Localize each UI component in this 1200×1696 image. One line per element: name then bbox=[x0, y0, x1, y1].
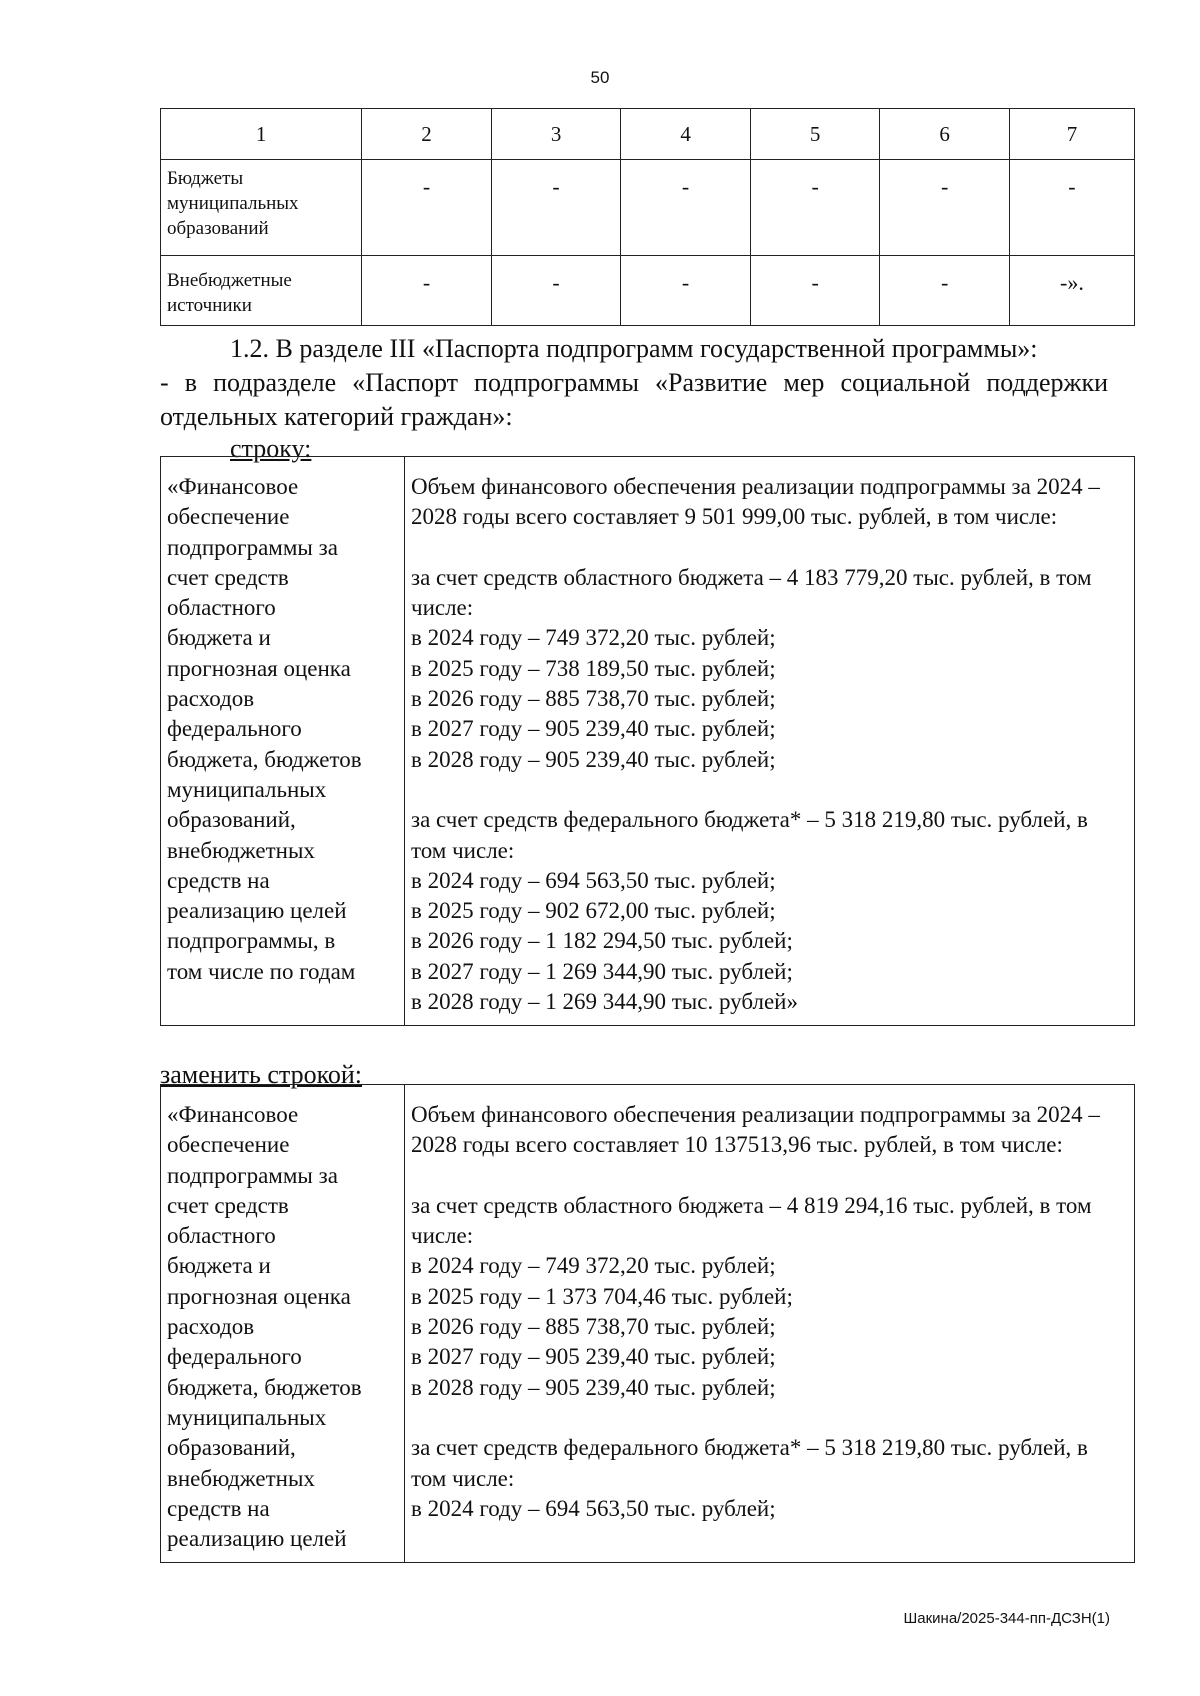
old-passport-table bbox=[160, 456, 1135, 1026]
funding-intro: Объем финансового обеспечения реализации подпрограммы за 2024 – 2028 годы всего составляет 10 137513,96 тыс. рублей, в том числе: bbox=[411, 1102, 1100, 1158]
left-line: бюджета и bbox=[167, 1253, 271, 1279]
left-line: муниципальных bbox=[167, 1404, 327, 1430]
old-left-cell bbox=[161, 457, 405, 1026]
table-cell: - bbox=[880, 256, 1010, 326]
header-cell: 1 bbox=[161, 109, 362, 160]
left-line: внебюджетных bbox=[167, 1465, 315, 1491]
table-cell: -». bbox=[1009, 256, 1134, 326]
left-line: расходов bbox=[167, 1314, 255, 1340]
left-line: бюджета, бюджетов bbox=[167, 746, 362, 772]
left-line: подпрограммы, в bbox=[167, 928, 336, 954]
row-label: Бюджеты муниципальных образований bbox=[161, 160, 362, 256]
year-line: в 2025 году – 902 672,00 тыс. рублей; bbox=[411, 898, 776, 924]
table-cell: - bbox=[750, 256, 880, 326]
table-cell: - bbox=[362, 256, 492, 326]
page-number: 50 bbox=[590, 68, 610, 87]
left-line: счет средств bbox=[167, 1192, 289, 1218]
header-cell: 3 bbox=[491, 109, 621, 160]
year-line: в 2026 году – 885 738,70 тыс. рублей; bbox=[411, 686, 776, 712]
year-line: в 2024 году – 694 563,50 тыс. рублей; bbox=[411, 1495, 776, 1521]
year-line: в 2027 году – 905 239,40 тыс. рублей; bbox=[411, 716, 776, 742]
new-passport-table bbox=[160, 1084, 1135, 1563]
new-right-cell bbox=[405, 1085, 1135, 1563]
table-cell: - bbox=[491, 160, 621, 256]
left-line: прогнозная оценка bbox=[167, 1283, 351, 1309]
table-cell: - bbox=[491, 256, 621, 326]
footer-code: Шакина/2025-344-пп-ДСЗН(1) bbox=[903, 1610, 1110, 1627]
section-paragraph: 1.2. В разделе III «Паспорта подпрограмм государственной программы»: bbox=[230, 334, 1038, 363]
left-line: расходов bbox=[167, 686, 255, 712]
table-cell: - bbox=[621, 160, 751, 256]
table-row bbox=[161, 160, 1135, 256]
year-line: в 2024 году – 694 563,50 тыс. рублей; bbox=[411, 867, 776, 893]
year-line: в 2028 году – 1 269 344,90 тыс. рублей» bbox=[411, 989, 798, 1015]
federal-budget-header: за счет средств федерального бюджета* – 5 318 219,80 тыс. рублей, в том числе: bbox=[411, 807, 1088, 863]
subsection-paragraph: - в подразделе «Паспорт подпрограммы «Развитие мер социальной поддержки отдельных категорий граждан»: bbox=[160, 368, 1108, 431]
left-line: счет средств bbox=[167, 564, 289, 590]
header-cell: 6 bbox=[880, 109, 1010, 160]
new-left-cell bbox=[161, 1085, 405, 1563]
header-cell: 4 bbox=[621, 109, 751, 160]
year-line: в 2028 году – 905 239,40 тыс. рублей; bbox=[411, 1374, 776, 1400]
left-line: обеспечение bbox=[167, 1132, 290, 1158]
funding-intro: Объем финансового обеспечения реализации подпрограммы за 2024 – 2028 годы всего составляет 9 501 999,00 тыс. рублей, в том числе: bbox=[411, 474, 1100, 530]
left-line: бюджета и bbox=[167, 625, 271, 651]
left-line: бюджета, бюджетов bbox=[167, 1374, 362, 1400]
left-line: средств на bbox=[167, 867, 270, 893]
table-cell: - bbox=[880, 160, 1010, 256]
replace-label-text: заменить строкой: bbox=[160, 1060, 363, 1089]
year-line: в 2025 году – 1 373 704,46 тыс. рублей; bbox=[411, 1283, 793, 1309]
header-cell: 7 bbox=[1009, 109, 1134, 160]
left-line: том числе по годам bbox=[167, 958, 356, 984]
left-line: «Финансовое bbox=[167, 1102, 299, 1127]
year-line: в 2026 году – 1 182 294,50 тыс. рублей; bbox=[411, 928, 793, 954]
left-line: реализацию целей bbox=[167, 1526, 347, 1552]
spacer bbox=[411, 1161, 1128, 1191]
row-label: Внебюджетные источники bbox=[161, 256, 362, 326]
left-line: федерального bbox=[167, 716, 302, 742]
left-line: средств на bbox=[167, 1495, 270, 1521]
left-line: подпрограммы за bbox=[167, 534, 338, 560]
header-cell: 5 bbox=[750, 109, 880, 160]
table-cell: - bbox=[750, 160, 880, 256]
regional-budget-header: за счет средств областного бюджета – 4 819 294,16 тыс. рублей, в том числе: bbox=[411, 1192, 1092, 1249]
table-row bbox=[161, 1085, 1135, 1563]
left-line: муниципальных bbox=[167, 776, 327, 802]
left-line: федерального bbox=[167, 1344, 302, 1370]
left-line: обеспечение bbox=[167, 504, 290, 530]
left-line: областного bbox=[167, 595, 276, 621]
spacer bbox=[411, 1403, 1128, 1433]
left-line: внебюджетных bbox=[167, 837, 315, 863]
spacer bbox=[411, 775, 1128, 805]
year-line: в 2024 году – 749 372,20 тыс. рублей; bbox=[411, 1253, 776, 1279]
year-line: в 2028 году – 905 239,40 тыс. рублей; bbox=[411, 746, 776, 772]
left-line: образований, bbox=[167, 1435, 296, 1461]
federal-budget-header: за счет средств федерального бюджета* – 5 318 219,80 тыс. рублей, в том числе: bbox=[411, 1435, 1088, 1491]
left-line: «Финансовое bbox=[167, 474, 299, 499]
year-line: в 2025 году – 738 189,50 тыс. рублей; bbox=[411, 655, 776, 681]
top-table bbox=[160, 108, 1135, 326]
table-cell: - bbox=[621, 256, 751, 326]
year-line: в 2027 году – 905 239,40 тыс. рублей; bbox=[411, 1344, 776, 1370]
header-cell: 2 bbox=[362, 109, 492, 160]
table-row bbox=[161, 457, 1135, 1026]
table-row bbox=[161, 256, 1135, 326]
left-line: областного bbox=[167, 1223, 276, 1249]
spacer bbox=[411, 533, 1128, 563]
year-line: в 2026 году – 885 738,70 тыс. рублей; bbox=[411, 1314, 776, 1340]
year-line: в 2027 году – 1 269 344,90 тыс. рублей; bbox=[411, 958, 793, 984]
regional-budget-header: за счет средств областного бюджета – 4 183 779,20 тыс. рублей, в том числе: bbox=[411, 564, 1092, 621]
left-line: прогнозная оценка bbox=[167, 655, 351, 681]
old-right-cell bbox=[405, 457, 1135, 1026]
left-line: реализацию целей bbox=[167, 898, 347, 924]
year-line: в 2024 году – 749 372,20 тыс. рублей; bbox=[411, 625, 776, 651]
row-label-text: строку: bbox=[230, 434, 312, 463]
table-cell: - bbox=[362, 160, 492, 256]
left-line: подпрограммы за bbox=[167, 1162, 338, 1188]
left-line: образований, bbox=[167, 807, 296, 833]
table-cell: - bbox=[1009, 160, 1134, 256]
top-table-header-row bbox=[161, 109, 1135, 160]
